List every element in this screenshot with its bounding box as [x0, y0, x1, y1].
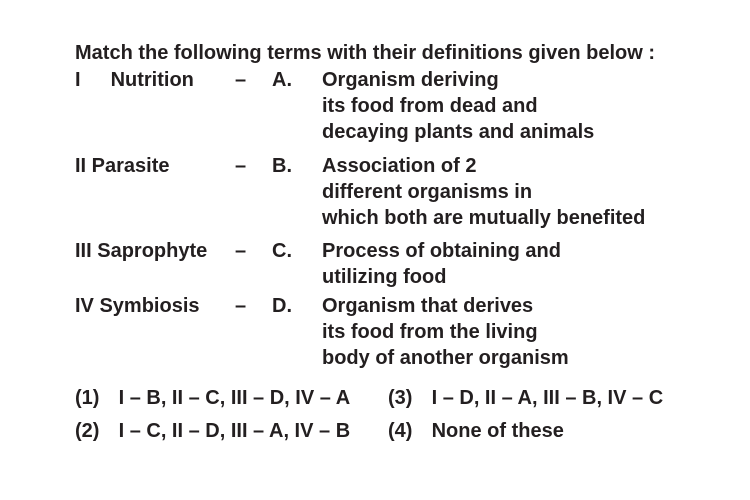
definition-a-line-3: decaying plants and animals	[322, 121, 595, 143]
option-2[interactable]	[75, 418, 350, 444]
term-numeral: I	[75, 69, 81, 91]
letter-a: A.	[272, 69, 292, 91]
option-number: (3)	[388, 387, 413, 409]
term-parasite: II Parasite	[75, 155, 170, 177]
definition-c-line-2: utilizing food	[322, 266, 447, 288]
letter-d: D.	[272, 295, 292, 317]
option-text: I – B, II – C, III – D, IV – A	[118, 387, 351, 409]
definition-c-line-1: Process of obtaining and	[322, 240, 561, 262]
option-3[interactable]	[388, 385, 663, 411]
definition-d-line-1: Organism that derives	[322, 295, 534, 317]
dash-row-3: –	[235, 240, 247, 262]
definition-b-line-2: different organisms in	[322, 181, 533, 203]
option-number: (1)	[75, 387, 100, 409]
term-symbiosis: IV Symbiosis	[75, 295, 200, 317]
letter-c: C.	[272, 240, 292, 262]
dash-row-4: –	[235, 295, 247, 317]
definition-a-line-1: Organism deriving	[322, 69, 499, 91]
option-1[interactable]	[75, 385, 350, 411]
definition-d-line-2: its food from the living	[322, 321, 538, 343]
definition-b-line-3: which both are mutually benefited	[322, 207, 646, 229]
definition-a-line-2: its food from dead and	[322, 95, 538, 117]
option-text: I – C, II – D, III – A, IV – B	[118, 420, 351, 442]
option-text: None of these	[431, 420, 564, 442]
definition-b-line-1: Association of 2	[322, 155, 477, 177]
option-4[interactable]	[388, 418, 564, 444]
dash-row-2: –	[235, 155, 247, 177]
term-saprophyte: III Saprophyte	[75, 240, 208, 262]
option-text: I – D, II – A, III – B, IV – C	[431, 387, 664, 409]
term-nutrition	[75, 67, 194, 93]
definition-d-line-3: body of another organism	[322, 347, 569, 369]
option-number: (4)	[388, 420, 413, 442]
option-number: (2)	[75, 420, 100, 442]
question-prompt: Match the following terms with their definitions given below :	[75, 42, 656, 64]
term-label: Nutrition	[110, 69, 194, 91]
letter-b: B.	[272, 155, 292, 177]
dash-row-1: –	[235, 69, 247, 91]
